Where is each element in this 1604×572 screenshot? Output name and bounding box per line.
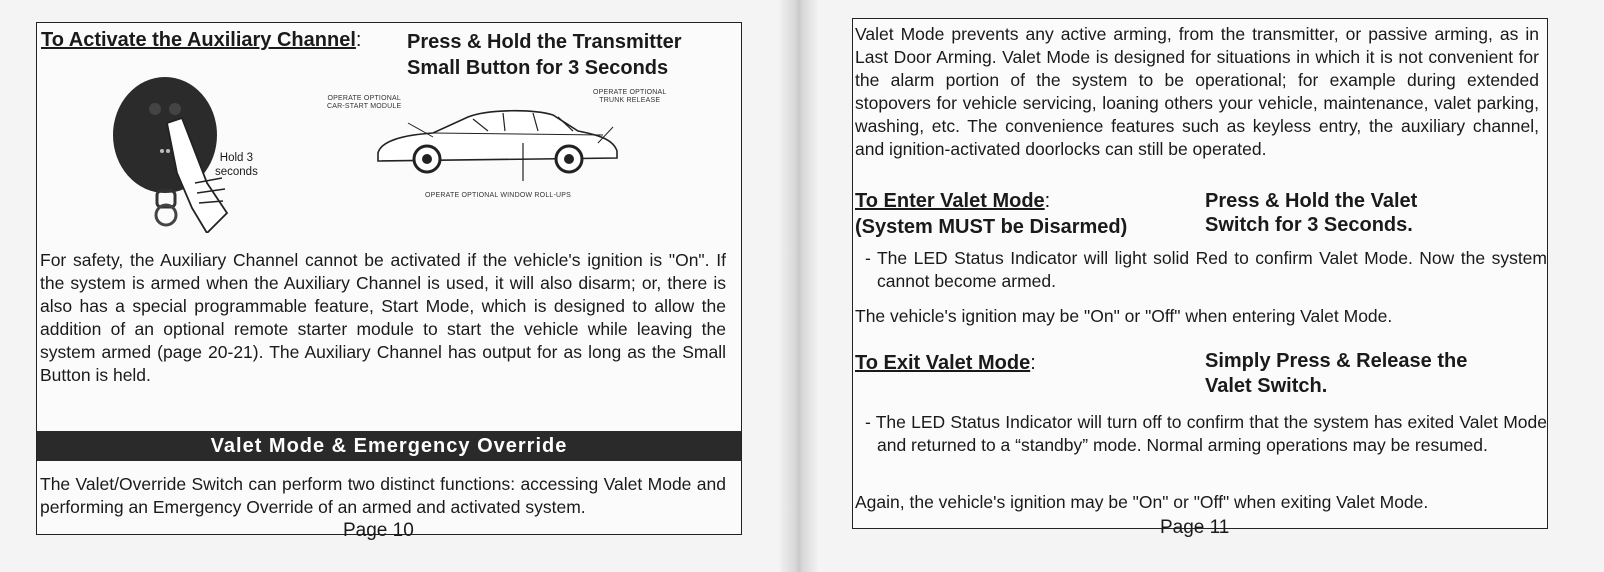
exit-heading-row: To Exit Valet Mode: [855, 352, 1036, 374]
exit-instruction: Simply Press & Release the Valet Switch. [1205, 350, 1468, 397]
valet-intro-paragraph: Valet Mode prevents any active arming, from the transmitter, or passive arming, as in Last Door Arming. Valet Mode is designed for situations in which it is not convenient for the alarm portion of the system to be operational; for example during extended stopovers for vehicle servicing, loaning others your vehicle, maintenance, valet parking, washing, etc. The convenience features such as keyless entry, the auxiliary channel, and ignition-activated doorlocks can still be operated. [855, 24, 1539, 159]
aux-instruction [407, 29, 682, 81]
page-number-left: Page 10 [343, 520, 414, 541]
enter-led-bullet: - The LED Status Indicator will light solid Red to confirm Valet Mode. Now the system cannot become armed. [865, 248, 1547, 291]
safety-paragraph: For safety, the Auxiliary Channel cannot be activated if the vehicle's ignition is "On". If the system is armed when the Auxiliary Channel is used, it will also disarm; or, there is also has a special programmable feature, Start Mode, which is designed to allow the addition of an optional remote starter module to start the vehicle while leaving the system armed (page 20-21). The Auxiliary Channel has output for as long as the Small Button is held. [40, 250, 726, 385]
exit-led-bullet: - The LED Status Indicator will turn off to confirm that the system has exited Valet Mode and returned to a “standby” mode. Normal arming operations may be resumed. [865, 412, 1547, 455]
car-illustration [373, 103, 623, 183]
enter-heading-block: To Enter Valet Mode: (System MUST be Disarmed) [855, 190, 1128, 238]
aux-instruction-line1: Press & Hold the Transmitter [407, 31, 682, 53]
car-label-start: OPERATE OPTIONAL CAR-START MODULE [327, 95, 402, 110]
enter-condition: (System MUST be Disarmed) [855, 216, 1128, 238]
exit-ignition-note: Again, the vehicle's ignition may be "On" or "Off" when exiting Valet Mode. [855, 492, 1429, 512]
aux-heading-row [41, 29, 361, 52]
aux-heading: To Activate the Auxiliary Channel [41, 29, 356, 51]
car-label-trunk: OPERATE OPTIONAL TRUNK RELEASE [593, 89, 667, 104]
book-spine [780, 0, 818, 572]
remote-hold-label: Hold 3 seconds [215, 152, 258, 178]
page-10-frame [36, 22, 742, 535]
car-label-windows: OPERATE OPTIONAL WINDOW ROLL-UPS [425, 192, 572, 199]
exit-valet-heading: To Exit Valet Mode [855, 352, 1031, 374]
section-banner: Valet Mode & Emergency Override [37, 431, 741, 461]
enter-ignition-note: The vehicle's ignition may be "On" or "Off" when entering Valet Mode. [855, 306, 1393, 326]
page-11-frame [852, 18, 1548, 529]
aux-heading-colon: : [355, 29, 362, 51]
enter-valet-heading: To Enter Valet Mode [855, 190, 1045, 212]
page-number-right: Page 11 [1160, 517, 1230, 538]
enter-instruction: Press & Hold the Valet Switch for 3 Seconds. [1205, 190, 1418, 236]
aux-instruction-line2: Small Button for 3 Seconds [407, 57, 669, 79]
override-paragraph: The Valet/Override Switch can perform two distinct functions: accessing Valet Mode and performing an Emergency Override of an armed and activated system. [40, 474, 726, 517]
